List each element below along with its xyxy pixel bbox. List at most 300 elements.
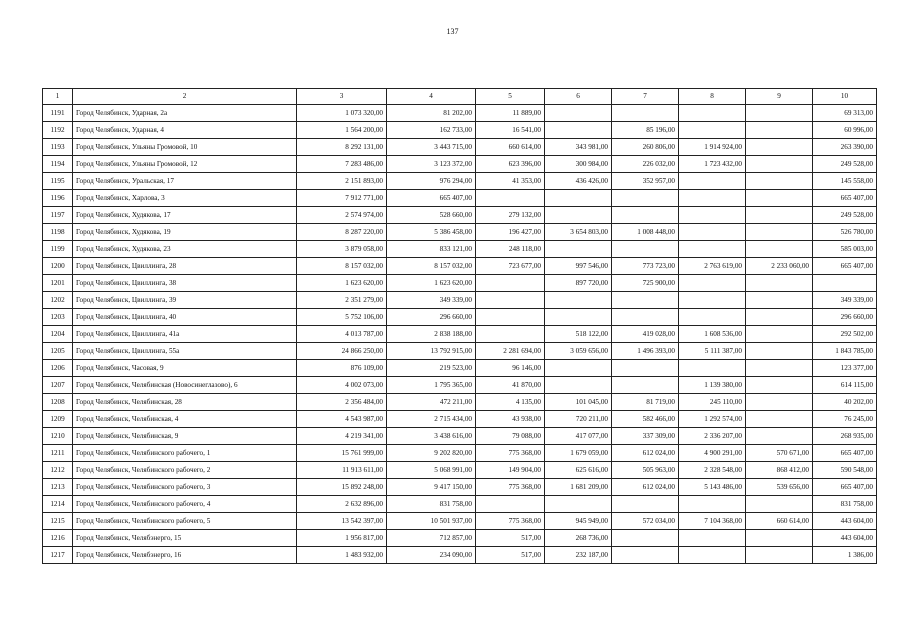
address-cell: Город Челябинск, Челябинская (Новосинеглазово), 6: [73, 377, 297, 394]
amount-cell: 528 660,00: [387, 207, 476, 224]
table-row: [43, 479, 877, 496]
amount-cell: [746, 105, 813, 122]
amount-cell: 85 196,00: [612, 122, 679, 139]
data-table: [42, 88, 877, 564]
address-cell: Город Челябинск, Цвиллинга, 38: [73, 275, 297, 292]
table-row: [43, 343, 877, 360]
amount-cell: 81 719,00: [612, 394, 679, 411]
amount-cell: 337 309,00: [612, 428, 679, 445]
amount-cell: [545, 360, 612, 377]
row-number-cell: 1199: [43, 241, 73, 258]
table-row: [43, 156, 877, 173]
address-cell: Город Челябинск, Цвиллинга, 40: [73, 309, 297, 326]
row-number-cell: 1201: [43, 275, 73, 292]
amount-cell: 472 211,00: [387, 394, 476, 411]
row-number-cell: 1204: [43, 326, 73, 343]
amount-cell: 518 122,00: [545, 326, 612, 343]
amount-cell: 1 008 448,00: [612, 224, 679, 241]
row-number-cell: 1210: [43, 428, 73, 445]
amount-cell: 4 900 291,00: [679, 445, 746, 462]
amount-cell: 976 294,00: [387, 173, 476, 190]
amount-cell: [476, 190, 545, 207]
amount-cell: 249 528,00: [813, 156, 877, 173]
amount-cell: 590 548,00: [813, 462, 877, 479]
address-cell: Город Челябинск, Ударная, 2а: [73, 105, 297, 122]
amount-cell: [679, 173, 746, 190]
amount-cell: [545, 292, 612, 309]
amount-cell: 349 339,00: [387, 292, 476, 309]
amount-cell: 3 123 372,00: [387, 156, 476, 173]
amount-cell: 248 118,00: [476, 241, 545, 258]
table-row: [43, 547, 877, 564]
amount-cell: 612 024,00: [612, 479, 679, 496]
amount-cell: 162 733,00: [387, 122, 476, 139]
amount-cell: [612, 190, 679, 207]
address-cell: Город Челябинск, Челябинская, 4: [73, 411, 297, 428]
amount-cell: 660 614,00: [476, 139, 545, 156]
amount-cell: [612, 547, 679, 564]
amount-cell: [746, 496, 813, 513]
amount-cell: 997 546,00: [545, 258, 612, 275]
amount-cell: 279 132,00: [476, 207, 545, 224]
amount-cell: 69 313,00: [813, 105, 877, 122]
amount-cell: [545, 377, 612, 394]
amount-cell: 5 386 458,00: [387, 224, 476, 241]
amount-cell: [746, 360, 813, 377]
amount-cell: 196 427,00: [476, 224, 545, 241]
table-row: [43, 411, 877, 428]
amount-cell: 1 623 620,00: [387, 275, 476, 292]
amount-cell: 249 528,00: [813, 207, 877, 224]
address-cell: Город Челябинск, Худякова, 19: [73, 224, 297, 241]
amount-cell: 831 758,00: [387, 496, 476, 513]
amount-cell: 76 245,00: [813, 411, 877, 428]
address-cell: Город Челябинск, Ульяны Громовой, 12: [73, 156, 297, 173]
table-row: [43, 173, 877, 190]
column-header-8: 8: [679, 89, 746, 105]
amount-cell: 4 219 341,00: [297, 428, 387, 445]
amount-cell: 260 806,00: [612, 139, 679, 156]
table-row: [43, 462, 877, 479]
table-row: [43, 258, 877, 275]
amount-cell: 8 157 032,00: [297, 258, 387, 275]
amount-cell: 570 671,00: [746, 445, 813, 462]
column-header-1: 1: [43, 89, 73, 105]
table-row: [43, 275, 877, 292]
amount-cell: [679, 207, 746, 224]
column-header-2: 2: [73, 89, 297, 105]
amount-cell: 775 368,00: [476, 445, 545, 462]
amount-cell: 4 543 987,00: [297, 411, 387, 428]
amount-cell: [612, 241, 679, 258]
amount-cell: 16 541,00: [476, 122, 545, 139]
amount-cell: [679, 105, 746, 122]
address-cell: Город Челябинск, Челябинская, 28: [73, 394, 297, 411]
row-number-cell: 1209: [43, 411, 73, 428]
amount-cell: 145 558,00: [813, 173, 877, 190]
table-row: [43, 105, 877, 122]
amount-cell: 8 157 032,00: [387, 258, 476, 275]
amount-cell: [476, 275, 545, 292]
amount-cell: 720 211,00: [545, 411, 612, 428]
address-cell: Город Челябинск, Челябинского рабочего, 2: [73, 462, 297, 479]
table-row: [43, 122, 877, 139]
amount-cell: 417 077,00: [545, 428, 612, 445]
address-cell: Город Челябинск, Цвиллинга, 39: [73, 292, 297, 309]
amount-cell: 343 981,00: [545, 139, 612, 156]
amount-cell: [746, 275, 813, 292]
amount-cell: [746, 292, 813, 309]
amount-cell: [545, 241, 612, 258]
amount-cell: [545, 190, 612, 207]
amount-cell: 1 608 536,00: [679, 326, 746, 343]
amount-cell: 268 935,00: [813, 428, 877, 445]
amount-cell: 2 351 279,00: [297, 292, 387, 309]
amount-cell: 1 681 209,00: [545, 479, 612, 496]
amount-cell: 2 151 893,00: [297, 173, 387, 190]
row-number-cell: 1208: [43, 394, 73, 411]
amount-cell: 123 377,00: [813, 360, 877, 377]
column-header-9: 9: [746, 89, 813, 105]
table-row: [43, 513, 877, 530]
table-header-row: [43, 89, 877, 105]
amount-cell: [679, 547, 746, 564]
table-row: [43, 292, 877, 309]
row-number-cell: 1193: [43, 139, 73, 156]
amount-cell: 443 604,00: [813, 530, 877, 547]
row-number-cell: 1216: [43, 530, 73, 547]
amount-cell: 2 838 188,00: [387, 326, 476, 343]
amount-cell: 41 353,00: [476, 173, 545, 190]
table-row: [43, 530, 877, 547]
address-cell: Город Челябинск, Худякова, 17: [73, 207, 297, 224]
amount-cell: 5 111 387,00: [679, 343, 746, 360]
address-cell: Город Челябинск, Ударная, 4: [73, 122, 297, 139]
amount-cell: [746, 377, 813, 394]
amount-cell: 831 758,00: [813, 496, 877, 513]
amount-cell: 7 283 486,00: [297, 156, 387, 173]
amount-cell: 1 843 785,00: [813, 343, 877, 360]
column-header-3: 3: [297, 89, 387, 105]
amount-cell: 665 407,00: [813, 258, 877, 275]
amount-cell: 263 390,00: [813, 139, 877, 156]
column-header-6: 6: [545, 89, 612, 105]
amount-cell: 7 912 771,00: [297, 190, 387, 207]
amount-cell: 9 417 150,00: [387, 479, 476, 496]
amount-cell: [746, 139, 813, 156]
row-number-cell: 1212: [43, 462, 73, 479]
amount-cell: [746, 173, 813, 190]
address-cell: Город Челябинск, Челябэнерго, 15: [73, 530, 297, 547]
amount-cell: 665 407,00: [387, 190, 476, 207]
row-number-cell: 1195: [43, 173, 73, 190]
row-number-cell: 1192: [43, 122, 73, 139]
amount-cell: 1 139 380,00: [679, 377, 746, 394]
amount-cell: 526 780,00: [813, 224, 877, 241]
amount-cell: 234 090,00: [387, 547, 476, 564]
amount-cell: [612, 496, 679, 513]
amount-cell: 625 616,00: [545, 462, 612, 479]
amount-cell: [746, 122, 813, 139]
row-number-cell: 1200: [43, 258, 73, 275]
table-row: [43, 445, 877, 462]
table-row: [43, 207, 877, 224]
amount-cell: 582 466,00: [612, 411, 679, 428]
row-number-cell: 1191: [43, 105, 73, 122]
row-number-cell: 1214: [43, 496, 73, 513]
amount-cell: 833 121,00: [387, 241, 476, 258]
amount-cell: 572 034,00: [612, 513, 679, 530]
amount-cell: 4 135,00: [476, 394, 545, 411]
amount-cell: [746, 156, 813, 173]
amount-cell: 5 068 991,00: [387, 462, 476, 479]
amount-cell: 1 914 924,00: [679, 139, 746, 156]
row-number-cell: 1196: [43, 190, 73, 207]
table-row: [43, 326, 877, 343]
amount-cell: 352 957,00: [612, 173, 679, 190]
table-row: [43, 139, 877, 156]
address-cell: Город Челябинск, Харлова, 3: [73, 190, 297, 207]
row-number-cell: 1206: [43, 360, 73, 377]
amount-cell: 1 723 432,00: [679, 156, 746, 173]
amount-cell: 41 870,00: [476, 377, 545, 394]
amount-cell: [746, 190, 813, 207]
column-header-4: 4: [387, 89, 476, 105]
amount-cell: 539 656,00: [746, 479, 813, 496]
table-row: [43, 377, 877, 394]
amount-cell: [746, 428, 813, 445]
amount-cell: 15 761 999,00: [297, 445, 387, 462]
amount-cell: [679, 496, 746, 513]
amount-cell: 11 889,00: [476, 105, 545, 122]
amount-cell: [679, 292, 746, 309]
amount-cell: 10 501 937,00: [387, 513, 476, 530]
amount-cell: 101 045,00: [545, 394, 612, 411]
amount-cell: 868 412,00: [746, 462, 813, 479]
amount-cell: [746, 394, 813, 411]
amount-cell: 3 059 656,00: [545, 343, 612, 360]
amount-cell: 2 233 060,00: [746, 258, 813, 275]
column-header-5: 5: [476, 89, 545, 105]
amount-cell: [545, 496, 612, 513]
amount-cell: 268 736,00: [545, 530, 612, 547]
row-number-cell: 1211: [43, 445, 73, 462]
amount-cell: 96 146,00: [476, 360, 545, 377]
amount-cell: 149 904,00: [476, 462, 545, 479]
table-row: [43, 309, 877, 326]
address-cell: Город Челябинск, Цвиллинга, 41а: [73, 326, 297, 343]
amount-cell: 1 073 320,00: [297, 105, 387, 122]
amount-cell: 43 938,00: [476, 411, 545, 428]
amount-cell: [545, 122, 612, 139]
row-number-cell: 1197: [43, 207, 73, 224]
amount-cell: [746, 411, 813, 428]
amount-cell: 585 003,00: [813, 241, 877, 258]
amount-cell: 40 202,00: [813, 394, 877, 411]
amount-cell: [746, 530, 813, 547]
address-cell: Город Челябинск, Ульяны Громовой, 10: [73, 139, 297, 156]
address-cell: Город Челябинск, Худякова, 23: [73, 241, 297, 258]
amount-cell: 2 574 974,00: [297, 207, 387, 224]
amount-cell: [679, 309, 746, 326]
amount-cell: [813, 275, 877, 292]
amount-cell: 419 028,00: [612, 326, 679, 343]
row-number-cell: 1215: [43, 513, 73, 530]
address-cell: Город Челябинск, Челябинского рабочего, 3: [73, 479, 297, 496]
amount-cell: 2 632 896,00: [297, 496, 387, 513]
amount-cell: 723 677,00: [476, 258, 545, 275]
amount-cell: [679, 241, 746, 258]
table-row: [43, 241, 877, 258]
amount-cell: 3 443 715,00: [387, 139, 476, 156]
table-row: [43, 190, 877, 207]
address-cell: Город Челябинск, Челябинского рабочего, 1: [73, 445, 297, 462]
amount-cell: 1 564 200,00: [297, 122, 387, 139]
amount-cell: 773 723,00: [612, 258, 679, 275]
amount-cell: 665 407,00: [813, 479, 877, 496]
amount-cell: 8 292 131,00: [297, 139, 387, 156]
table-row: [43, 224, 877, 241]
amount-cell: 1 483 932,00: [297, 547, 387, 564]
address-cell: Город Челябинск, Челябэнерго, 16: [73, 547, 297, 564]
amount-cell: 219 523,00: [387, 360, 476, 377]
row-number-cell: 1203: [43, 309, 73, 326]
amount-cell: [679, 224, 746, 241]
amount-cell: [746, 326, 813, 343]
amount-cell: [746, 547, 813, 564]
amount-cell: 2 763 619,00: [679, 258, 746, 275]
amount-cell: [746, 207, 813, 224]
amount-cell: 612 024,00: [612, 445, 679, 462]
amount-cell: 436 426,00: [545, 173, 612, 190]
row-number-cell: 1194: [43, 156, 73, 173]
column-header-7: 7: [612, 89, 679, 105]
amount-cell: 660 614,00: [746, 513, 813, 530]
amount-cell: 3 879 058,00: [297, 241, 387, 258]
amount-cell: 300 984,00: [545, 156, 612, 173]
table-row: [43, 394, 877, 411]
amount-cell: 1 679 059,00: [545, 445, 612, 462]
amount-cell: 897 720,00: [545, 275, 612, 292]
amount-cell: [545, 207, 612, 224]
amount-cell: 11 913 611,00: [297, 462, 387, 479]
amount-cell: [476, 326, 545, 343]
amount-cell: 15 892 248,00: [297, 479, 387, 496]
amount-cell: 505 963,00: [612, 462, 679, 479]
amount-cell: [746, 309, 813, 326]
amount-cell: 4 013 787,00: [297, 326, 387, 343]
address-cell: Город Челябинск, Челябинского рабочего, 4: [73, 496, 297, 513]
amount-cell: 3 438 616,00: [387, 428, 476, 445]
amount-cell: 24 866 250,00: [297, 343, 387, 360]
amount-cell: [679, 190, 746, 207]
amount-cell: [545, 105, 612, 122]
amount-cell: 4 002 073,00: [297, 377, 387, 394]
amount-cell: 2 356 484,00: [297, 394, 387, 411]
amount-cell: 614 115,00: [813, 377, 877, 394]
amount-cell: [679, 275, 746, 292]
amount-cell: 245 110,00: [679, 394, 746, 411]
table-row: [43, 496, 877, 513]
table-body: [43, 105, 877, 564]
address-cell: Город Челябинск, Челябинская, 9: [73, 428, 297, 445]
amount-cell: [612, 207, 679, 224]
amount-cell: 775 368,00: [476, 513, 545, 530]
amount-cell: [612, 105, 679, 122]
amount-cell: 13 792 915,00: [387, 343, 476, 360]
amount-cell: 232 187,00: [545, 547, 612, 564]
amount-cell: [612, 530, 679, 547]
page-number: 137: [446, 27, 459, 36]
amount-cell: 665 407,00: [813, 190, 877, 207]
amount-cell: 292 502,00: [813, 326, 877, 343]
amount-cell: 79 088,00: [476, 428, 545, 445]
amount-cell: 443 604,00: [813, 513, 877, 530]
amount-cell: 665 407,00: [813, 445, 877, 462]
amount-cell: 296 660,00: [813, 309, 877, 326]
amount-cell: 13 542 397,00: [297, 513, 387, 530]
amount-cell: [679, 122, 746, 139]
address-cell: Город Челябинск, Часовая, 9: [73, 360, 297, 377]
amount-cell: 3 654 803,00: [545, 224, 612, 241]
table-row: [43, 360, 877, 377]
amount-cell: 81 202,00: [387, 105, 476, 122]
amount-cell: 517,00: [476, 547, 545, 564]
amount-cell: 1 292 574,00: [679, 411, 746, 428]
amount-cell: 60 996,00: [813, 122, 877, 139]
amount-cell: 1 956 817,00: [297, 530, 387, 547]
amount-cell: [612, 292, 679, 309]
row-number-cell: 1198: [43, 224, 73, 241]
amount-cell: [746, 241, 813, 258]
amount-cell: 1 386,00: [813, 547, 877, 564]
amount-cell: 876 109,00: [297, 360, 387, 377]
address-cell: Город Челябинск, Цвиллинга, 55а: [73, 343, 297, 360]
amount-cell: [545, 309, 612, 326]
row-number-cell: 1213: [43, 479, 73, 496]
amount-cell: [679, 360, 746, 377]
amount-cell: 349 339,00: [813, 292, 877, 309]
amount-cell: 296 660,00: [387, 309, 476, 326]
address-cell: Город Челябинск, Цвиллинга, 28: [73, 258, 297, 275]
row-number-cell: 1205: [43, 343, 73, 360]
amount-cell: 2 715 434,00: [387, 411, 476, 428]
table-row: [43, 428, 877, 445]
amount-cell: [746, 224, 813, 241]
amount-cell: 7 104 368,00: [679, 513, 746, 530]
amount-cell: 226 032,00: [612, 156, 679, 173]
amount-cell: 712 857,00: [387, 530, 476, 547]
amount-cell: [612, 360, 679, 377]
amount-cell: [476, 309, 545, 326]
amount-cell: [476, 496, 545, 513]
amount-cell: [612, 377, 679, 394]
address-cell: Город Челябинск, Уральская, 17: [73, 173, 297, 190]
address-cell: Город Челябинск, Челябинского рабочего, 5: [73, 513, 297, 530]
amount-cell: 5 143 486,00: [679, 479, 746, 496]
amount-cell: 945 949,00: [545, 513, 612, 530]
row-number-cell: 1217: [43, 547, 73, 564]
column-header-10: 10: [813, 89, 877, 105]
amount-cell: 1 623 620,00: [297, 275, 387, 292]
amount-cell: 1 795 365,00: [387, 377, 476, 394]
amount-cell: 2 328 548,00: [679, 462, 746, 479]
amount-cell: 775 368,00: [476, 479, 545, 496]
amount-cell: [612, 309, 679, 326]
row-number-cell: 1207: [43, 377, 73, 394]
amount-cell: 2 281 694,00: [476, 343, 545, 360]
amount-cell: 517,00: [476, 530, 545, 547]
